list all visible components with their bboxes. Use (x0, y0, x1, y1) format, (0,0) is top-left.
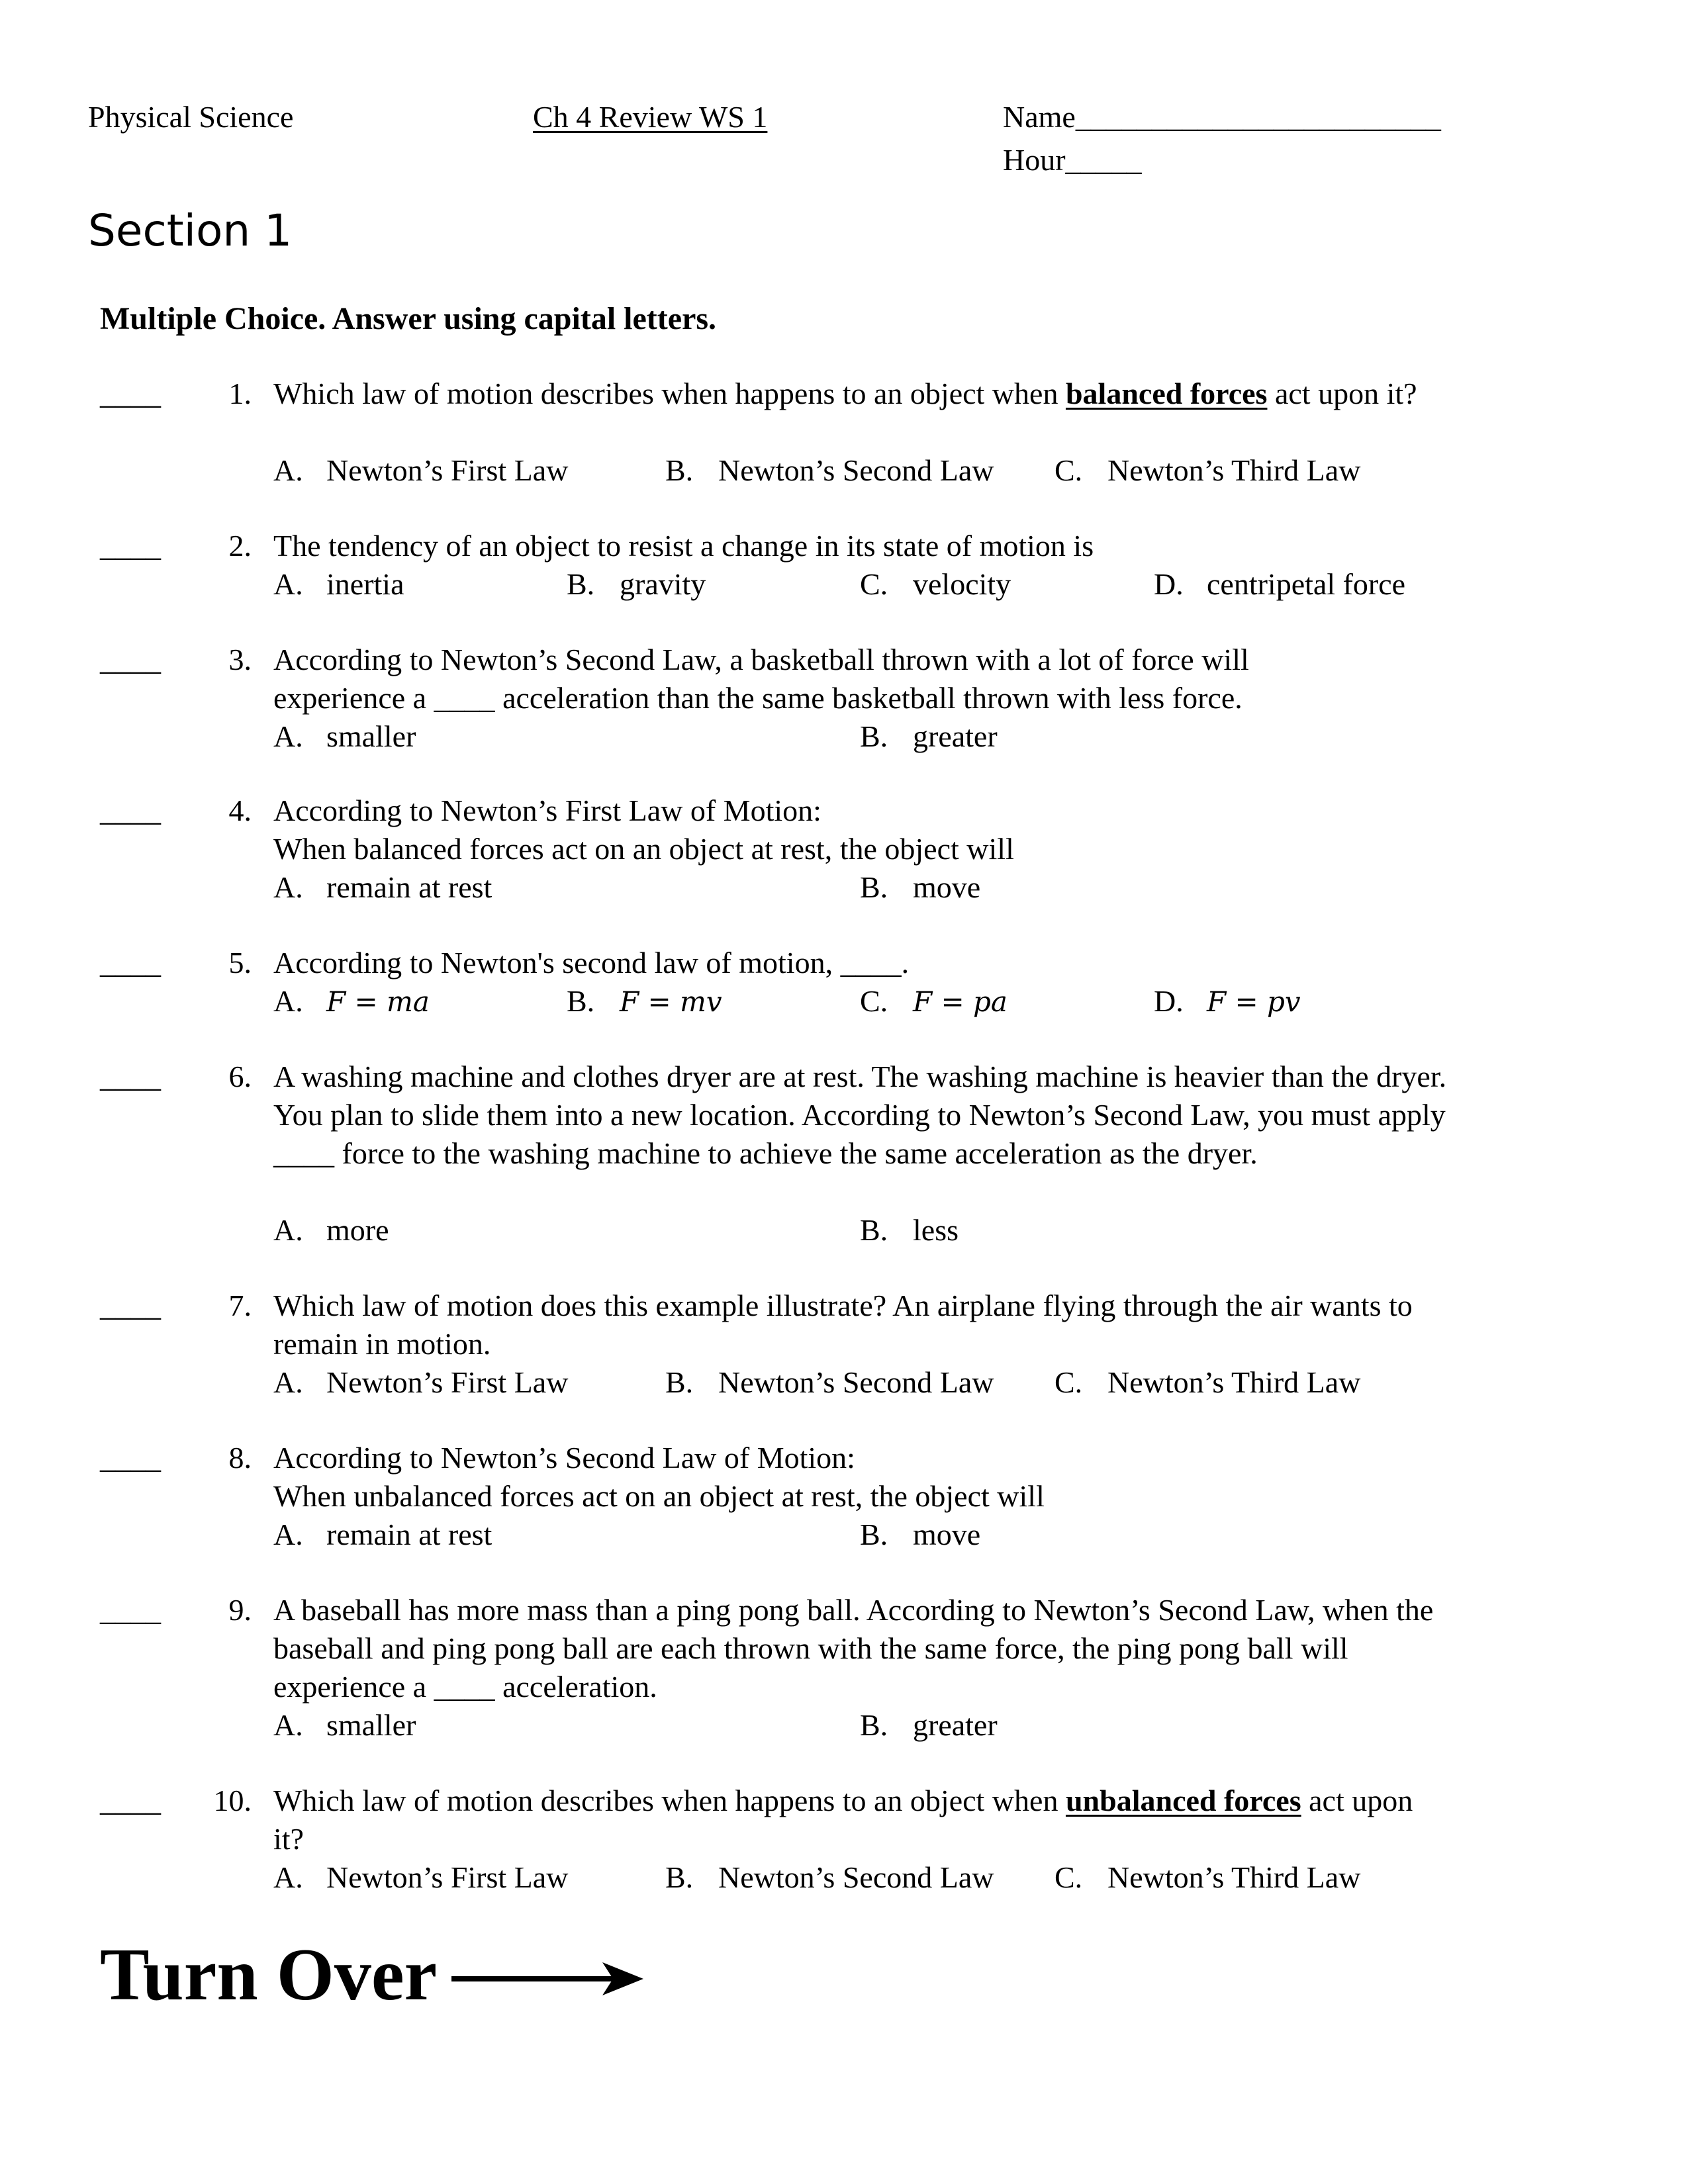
answer-blank[interactable]: ____ (100, 1441, 161, 1475)
question-stem: According to Newton's second law of motion, ____. (273, 946, 910, 979)
option-b[interactable]: B. move (860, 1518, 981, 1551)
options-row (273, 717, 1465, 756)
question-stem: Which law of motion does this example illustrate? An airplane flying through the air wants to remain in motion. (273, 1289, 1413, 1361)
question-stem: Which law of motion describes when happens to an object when balanced forces act upon it? (273, 377, 1417, 410)
answer-blank[interactable]: ____ (100, 1593, 161, 1627)
option-a[interactable]: A. Newton’s First Law (273, 453, 569, 487)
question-stem: A washing machine and clothes dryer are at rest. The washing machine is heavier than the dryer. You plan to slide them into a new location. According to Newton’s Second Law, you must apply ____ force to the washing machine to achieve the same acceleration as the dryer. (273, 1060, 1447, 1170)
options-row (273, 1706, 1465, 1745)
option-b[interactable]: B. F = mv (567, 984, 722, 1018)
option-d[interactable]: D. F = pv (1154, 984, 1301, 1018)
option-c[interactable]: C. Newton’s Third Law (1055, 1365, 1361, 1399)
option-b[interactable]: B. Newton’s Second Law (665, 1860, 994, 1894)
question-stem: A baseball has more mass than a ping pong ball. According to Newton’s Second Law, when the baseball and ping pong ball are each thrown with the same force, the ping pong ball will experience a ____ acceleration. (273, 1593, 1434, 1704)
question-number: 7. (228, 1289, 252, 1322)
option-c[interactable]: C. Newton’s Third Law (1055, 1860, 1361, 1894)
option-b[interactable]: B. greater (860, 1708, 998, 1742)
answer-blank[interactable]: ____ (100, 1784, 161, 1817)
formula: F = pv (1207, 985, 1301, 1018)
formula: F = ma (326, 985, 430, 1018)
option-a[interactable]: A. smaller (273, 719, 416, 753)
question-number: 4. (228, 794, 252, 827)
formula: F = pa (913, 985, 1008, 1018)
option-c[interactable]: C. F = pa (860, 984, 1008, 1018)
question-number: 6. (228, 1060, 252, 1093)
answer-blank[interactable]: ____ (100, 794, 161, 827)
right-arrow-icon (451, 1956, 650, 2005)
option-b[interactable]: B. less (860, 1213, 959, 1247)
option-c[interactable]: C. velocity (860, 567, 1011, 601)
options-row (273, 1516, 1465, 1554)
option-b[interactable]: B. gravity (567, 567, 706, 601)
option-a[interactable]: A. inertia (273, 567, 404, 601)
question-number: 8. (228, 1441, 252, 1475)
option-b[interactable]: B. greater (860, 719, 998, 753)
option-c[interactable]: C. Newton’s Third Law (1055, 453, 1361, 487)
option-a[interactable]: A. smaller (273, 1708, 416, 1742)
answer-blank[interactable]: ____ (100, 1060, 161, 1093)
question-stem: According to Newton’s Second Law of Motion: When unbalanced forces act on an object at rest, the object will (273, 1441, 1045, 1513)
option-a[interactable]: A. Newton’s First Law (273, 1860, 569, 1894)
option-b[interactable]: B. Newton’s Second Law (665, 1365, 994, 1399)
options-row (273, 1858, 1465, 1897)
question-number: 2. (228, 529, 252, 563)
question-stem: According to Newton’s Second Law, a basketball thrown with a lot of force will experience a ____ acceleration than the same basketball thrown with less force. (273, 643, 1249, 715)
options-row (273, 982, 1465, 1021)
turn-over-label: Turn Over (100, 1934, 438, 2016)
question-stem: According to Newton’s First Law of Motion: When balanced forces act on an object at rest, the object will (273, 794, 1014, 866)
formula: F = mv (620, 985, 722, 1018)
option-a[interactable]: A. more (273, 1213, 389, 1247)
options-row (273, 868, 1465, 907)
option-a[interactable]: A. Newton’s First Law (273, 1365, 569, 1399)
options-row (273, 1211, 1465, 1250)
answer-blank[interactable]: ____ (100, 1289, 161, 1322)
option-a[interactable]: A. remain at rest (273, 1518, 492, 1551)
question-number: 9. (228, 1593, 252, 1627)
question-number: 5. (228, 946, 252, 979)
option-a[interactable]: A. remain at rest (273, 870, 492, 904)
options-row (273, 1363, 1465, 1402)
question-number: 3. (228, 643, 252, 676)
options-row (273, 565, 1465, 604)
options-row (273, 451, 1465, 490)
name-field[interactable]: Name________________________ (1003, 100, 1441, 134)
question-stem: Which law of motion describes when happens to an object when unbalanced forces act upon it? (273, 1784, 1413, 1856)
answer-blank[interactable]: ____ (100, 529, 161, 563)
worksheet-title: Ch 4 Review WS 1 (533, 100, 768, 134)
option-b[interactable]: B. Newton’s Second Law (665, 453, 994, 487)
hour-field[interactable]: Hour_____ (1003, 143, 1142, 177)
section-title: Section 1 (88, 205, 293, 256)
answer-blank[interactable]: ____ (100, 377, 161, 410)
course-title: Physical Science (88, 100, 294, 134)
instructions: Multiple Choice. Answer using capital letters. (100, 301, 717, 336)
option-a[interactable]: A. F = ma (273, 984, 430, 1018)
question-stem: The tendency of an object to resist a change in its state of motion is (273, 529, 1094, 563)
question-number: 10. (213, 1784, 252, 1817)
answer-blank[interactable]: ____ (100, 643, 161, 676)
option-d[interactable]: D. centripetal force (1154, 567, 1406, 601)
answer-blank[interactable]: ____ (100, 946, 161, 979)
question-number: 1. (228, 377, 252, 410)
option-b[interactable]: B. move (860, 870, 981, 904)
